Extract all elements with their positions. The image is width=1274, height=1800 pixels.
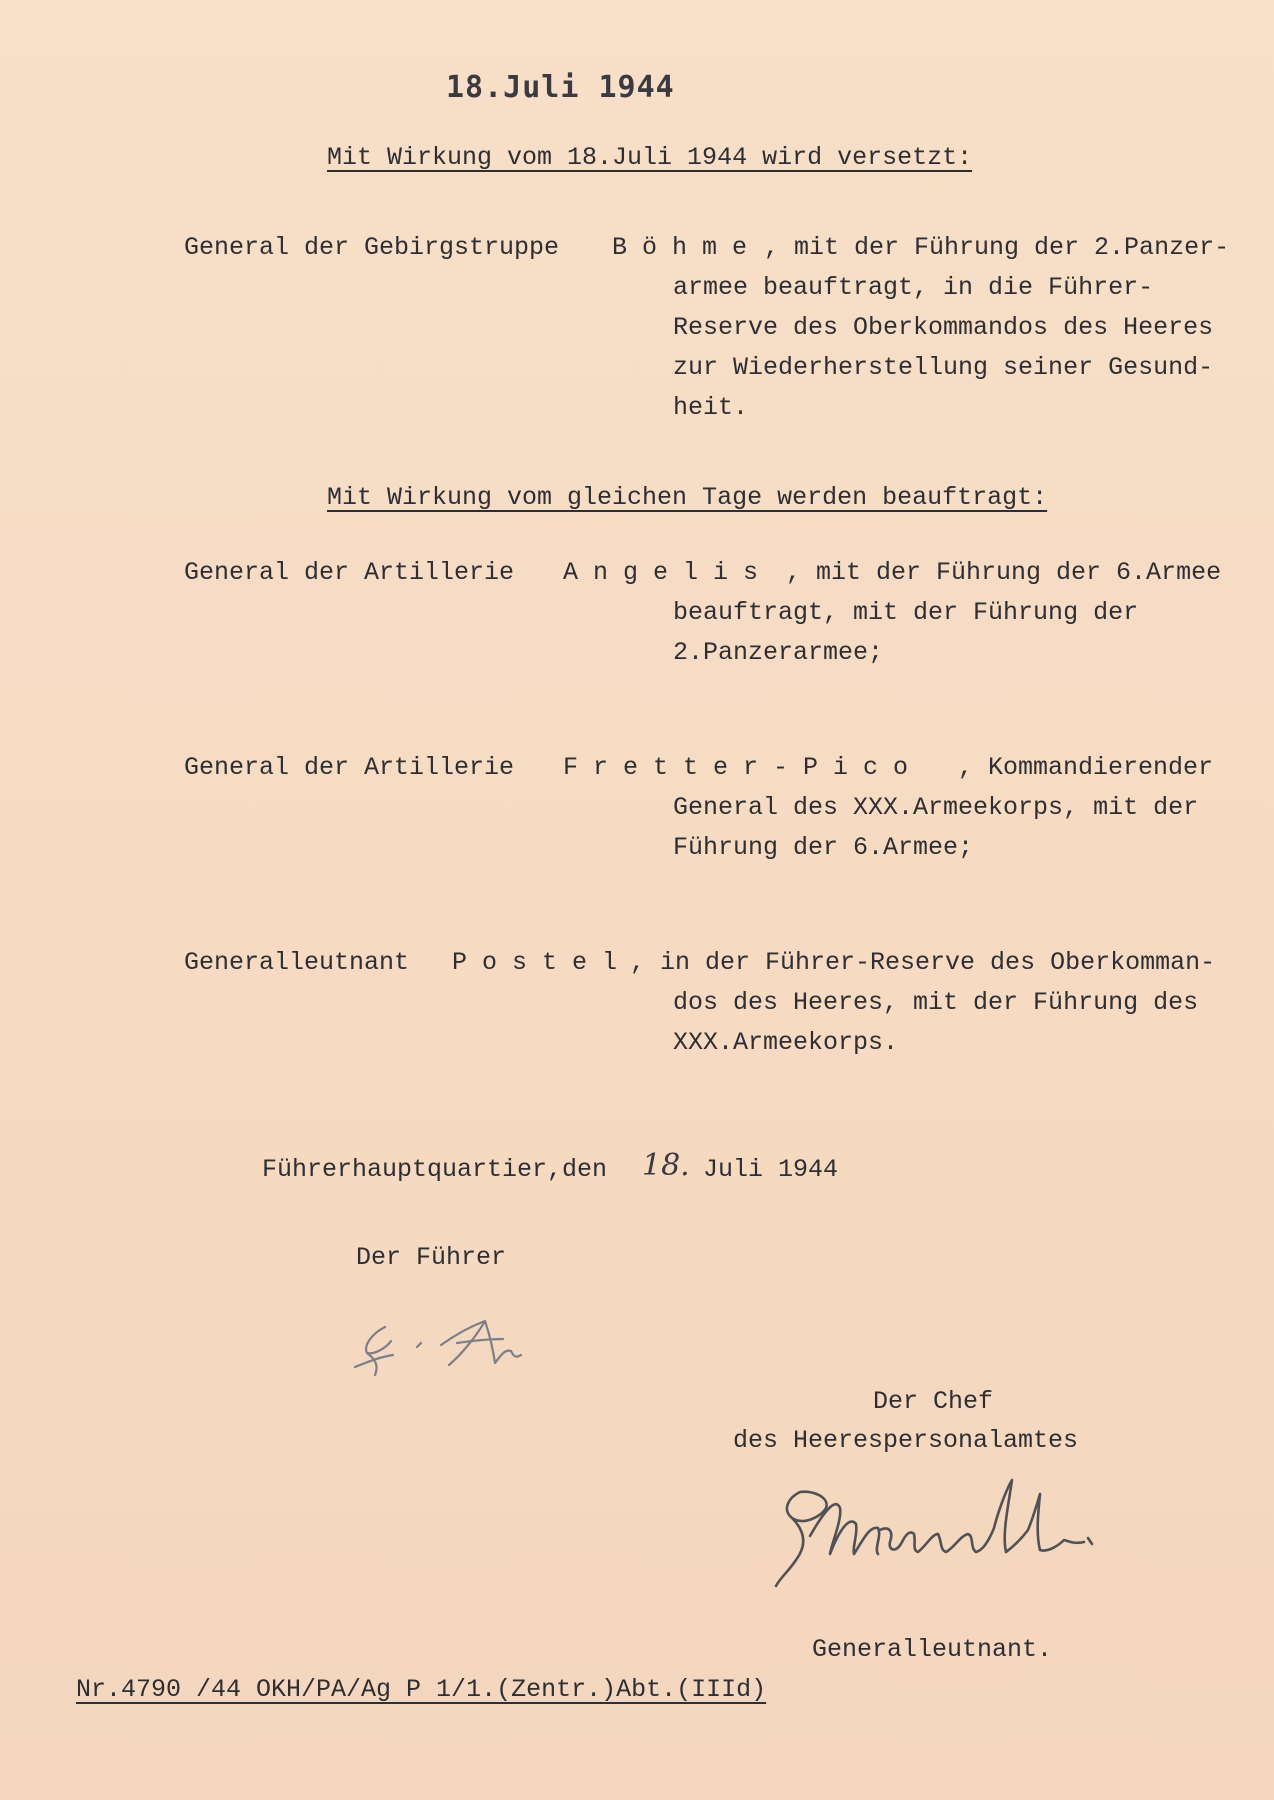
fuehrer-signature [345, 1305, 535, 1385]
entry1-rank: General der Gebirgstruppe [184, 233, 560, 262]
signatory-fuehrer: Der Führer [356, 1243, 507, 1272]
entry4-line3: XXX.Armeekorps. [673, 1028, 899, 1057]
chef-signature [770, 1468, 1170, 1598]
entry3-line3: Führung der 6.Armee; [673, 833, 974, 862]
signatory-chef-line1: Der Chef [873, 1387, 994, 1416]
entry3-name: F r e t t e r - P i c o [563, 753, 909, 782]
entry4-name: P o s t e l [452, 948, 618, 977]
entry3-line2: General des XXX.Armeekorps, mit der [673, 793, 1199, 822]
place-prefix: Führerhauptquartier,den [262, 1155, 608, 1184]
entry1-line3: Reserve des Oberkommandos des Heeres [673, 313, 1214, 342]
entry1-name: B ö h m e [612, 233, 748, 262]
entry1-line2: armee beauftragt, in die Führer- [673, 273, 1154, 302]
entry1-line1: , mit der Führung der 2.Panzer- [764, 233, 1230, 262]
entry2-name: A n g e l i s [563, 558, 759, 587]
signatory-rank: Generalleutnant. [812, 1635, 1053, 1664]
entry4-line1: , in der Führer-Reserve des Oberkomman- [630, 948, 1216, 977]
entry1-line4: zur Wiederherstellung seiner Gesund- [673, 353, 1214, 382]
date-stamp: 18.Juli 1944 [446, 70, 675, 105]
entry2-rank: General der Artillerie [184, 558, 515, 587]
signatory-chef-line2: des Heerespersonalamtes [733, 1426, 1079, 1455]
entry2-line1: , mit der Führung der 6.Armee [786, 558, 1222, 587]
entry4-line2: dos des Heeres, mit der Führung des [673, 988, 1199, 1017]
entry3-rank: General der Artillerie [184, 753, 515, 782]
entry2-line3: 2.Panzerarmee; [673, 638, 884, 667]
entry4-rank: Generalleutnant [184, 948, 410, 977]
heading-assignment: Mit Wirkung vom gleichen Tage werden beauftragt: [327, 483, 1048, 512]
entry3-line1: , Kommandierender [958, 753, 1214, 782]
heading-transfer: Mit Wirkung vom 18.Juli 1944 wird versetzt: [327, 143, 973, 172]
entry2-line2: beauftragt, mit der Führung der [673, 598, 1139, 627]
entry1-line5: heit. [673, 393, 749, 422]
place-day: 18. [642, 1148, 690, 1183]
place-suffix: Juli 1944 [703, 1155, 839, 1184]
reference-number: Nr.4790 /44 OKH/PA/Ag P 1/1.(Zentr.)Abt.(IIId) [76, 1675, 767, 1704]
